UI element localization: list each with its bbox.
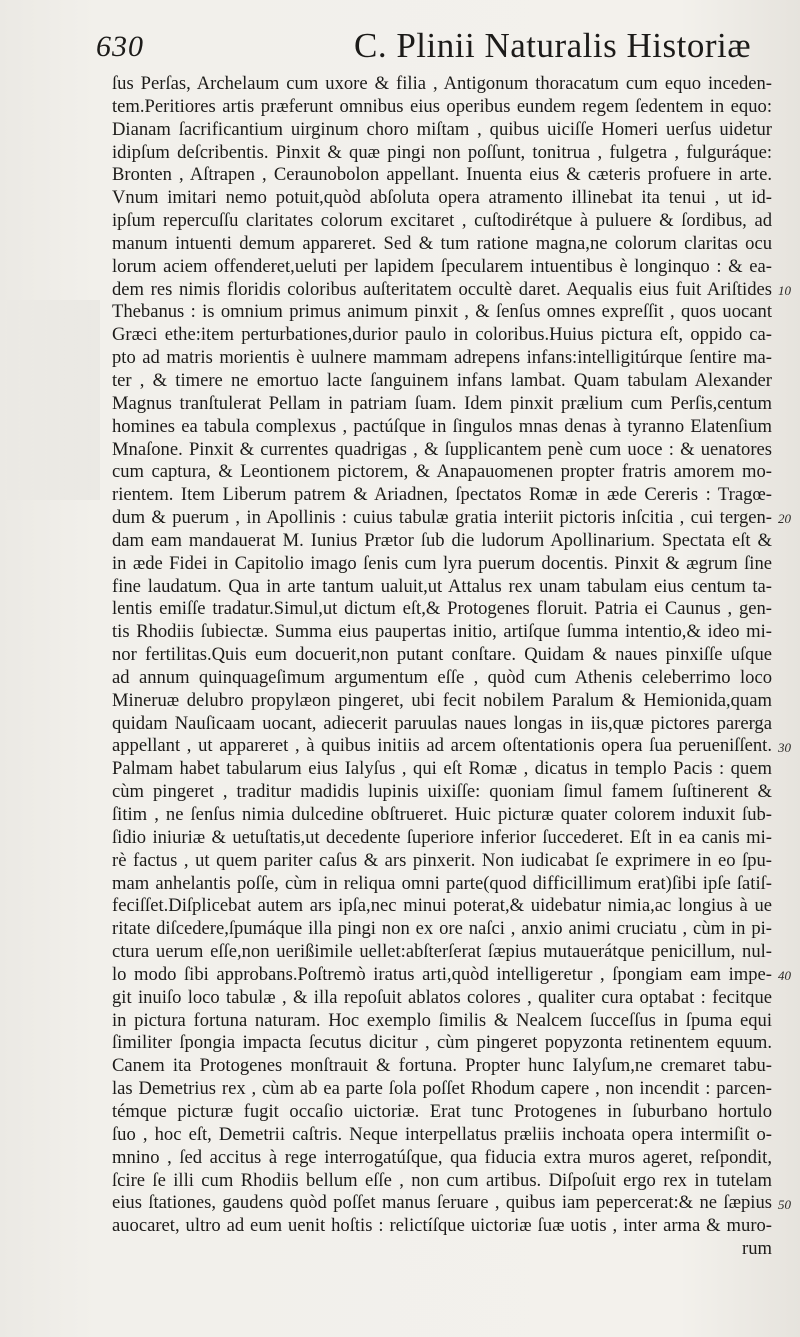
- text-line: fine laudatum. Qua in arte tantum ualuit,ut Attalus rex unam tabulam eius centum ta-: [112, 575, 772, 597]
- text-line: ſcire ſe illi cum Rhodiis bellum eſſe , non cum artibus. Diſpoſuit ergo rex in tutelam: [112, 1169, 772, 1191]
- text-line: quidam Nauſicaam uocant, adiecerit paruulas naues longas in iis,quæ pictores parerga: [112, 712, 772, 734]
- text-line: Magnus tranſtulerat Pellam in patriam ſuam. Idem pinxit prælium cum Perſis,centum: [112, 392, 772, 414]
- text-line: manum intuenti demum appareret. Sed & tum ratione magna,ne colorum claritas ocu: [112, 232, 772, 254]
- text-line: dum & puerum , in Apollinis : cuius tabulæ gratia interiit pictoris inſcitia , cui tergen-: [112, 507, 772, 529]
- text-line: Mnaſone. Pinxit & currentes quadrigas , & ſupplicantem penè cum uoce : & uenatores: [112, 438, 772, 460]
- text-line: lo modo ſibi approbans.Poſtremò iratus arti,quòd intelligeretur , ſpongiam eam impe-: [112, 963, 772, 985]
- text-line: ter , & timere ne emortuo lacte ſanguinem infans lambat. Quam tabulam Alexander: [112, 369, 772, 391]
- text-line: in pictura fortuna naturam. Hoc exemplo ſimilis & Nealcem ſucceſſus in ſpuma equi: [112, 1009, 772, 1031]
- margin-line-number: 20: [778, 511, 791, 527]
- page-number: 630: [96, 30, 144, 63]
- text-line: ctura uerum eſſe,non uerißimile uellet:abſterſerat ſæpius mutauerátque penicillum, nul-: [112, 941, 772, 963]
- text-line: dem res nimis floridis coloribus auſteritatem occultè daret. Aequalis eius fuit Ariſtides: [112, 278, 772, 300]
- margin-line-number: 30: [778, 739, 791, 755]
- text-line: ritate diſcedere,ſpumáque illa pingi non ex ore naſci , anxio animi cruciatu , cùm in pi-: [112, 918, 772, 940]
- text-line: tis Rhodiis ſubiectæ. Summa eius paupertas initio, artiſque ſumma intentio,& ideo mi-: [112, 621, 772, 643]
- running-title: C. Plinii Naturalis Historiæ: [354, 26, 752, 65]
- text-line: Thebanus : is omnium primus animum pinxit , & ſenſus omnes expreſſit , quos uocant: [112, 301, 772, 323]
- text-line: nor fertilitas.Quis eum docuerit,non putant conſtare. Quidam & naues pinxiſſe uſque: [112, 644, 772, 666]
- text-line: Palmam habet tabularum eius Ialyſus , qui eſt Romæ , dicatus in templo Pacis : quem: [112, 758, 772, 780]
- text-line: cùm pingeret , traditur madidis lupinis uixiſſe: quoniam ſimul famem ſuſtinerent &: [112, 781, 772, 803]
- text-line: ſus Perſas, Archelaum cum uxore & filia , Antigonum thoracatum cum equo inceden-: [112, 73, 772, 94]
- text-line: eius ſtationes, gaudens quòd poſſet manus ſeruare , quibus iam pepercerat:& ne ſæpius: [112, 1192, 772, 1214]
- text-line: ſitim , ne ſenſus nimia dulcedine obſtrueret. Huic picturæ quater colorem induxit ſub-: [112, 804, 772, 825]
- text-line: homines ea tabula complexus , pactúſque in ſingulos mnas denas à tyranno Elatenſium: [112, 415, 772, 437]
- page-header: [96, 22, 786, 68]
- margin-line-number: 10: [778, 282, 791, 298]
- text-line: rientem. Item Liberum patrem & Ariadnen, ſpectatos Romæ in æde Cereris : Tragœ-: [112, 484, 772, 506]
- text-line: feciſſet.Diſplicebat autem ars ipſa,nec minui poterat,& uidebatur nimia,ac longius à ue: [112, 895, 772, 917]
- text-line: ipſum repercuſſu claritates colorum excitaret , cuſtodirétque à puluere & ſordibus, ad: [112, 210, 772, 232]
- margin-line-number: 40: [778, 968, 791, 984]
- text-line: Bronten , Aſtrapen , Ceraunobolon appellant. Inuenta eius & cæteris profuere in arte.: [112, 164, 772, 186]
- text-line: git inuiſo loco tabulæ , & illa repoſuit ablatos colores , qualiter cura optabat : fecitque: [112, 986, 772, 1008]
- text-line: idipſum deſcribentis. Pinxit & quæ pingi non poſſunt, tonitrua , fulgetra , fulguráque:: [112, 141, 772, 163]
- text-line: lorum aciem offenderet,ueluti per lapidem ſpecularem intuentibus è longinquo : & ea-: [112, 255, 772, 277]
- text-line: Dianam ſacrificantium uirginum choro miſtam , quibus uiciſſe Homeri uerſus uidetur: [112, 118, 772, 140]
- text-line: dam eam mandauerat M. Iunius Prætor ſub die ludorum Apollinarium. Spectata eſt &: [112, 529, 772, 551]
- text-line: Canem ita Protogenes monſtrauit & fortuna. Propter hunc Ialyſum,ne cremaret tabu-: [112, 1055, 772, 1077]
- text-line: lentis emiſſe tradatur.Simul,ut dictum eſt,& Protogenes floruit. Patria ei Caunus , gen-: [112, 598, 772, 620]
- text-line: appellant , ut appareret , à quibus initiis ad arcem oſtentationis opera ſua perueniſſent.: [112, 735, 772, 757]
- text-line: mam anhelantis poſſe, cùm in reliqua omni parte(quod difficillimum erat)ſibi ipſe ſatiſ-: [112, 872, 772, 894]
- text-line: ad annum quinquageſimum argumentum eſſe , quòd cum Athenis celeberrimo loco: [112, 666, 772, 688]
- text-line: Mineruæ delubro propylæon pingeret, ubi fecit nobilem Paralum & Hemionida,quam: [112, 689, 772, 711]
- text-line: pto ad matris morientis è uulnere mammam adrepens infans:intelligitúrque ſentire ma-: [112, 347, 772, 369]
- text-line: las Demetrius rex , cùm ab ea parte ſola poſſet Rhodum capere , non incendit : parcen-: [112, 1078, 772, 1100]
- text-line: ſidio iniuriæ & uetuſtatis,ut decedente ſuperiore inferior ſuccederet. Eſt in ea canis mi-: [112, 826, 772, 848]
- text-line: ſimiliter ſpongia impacta ſecutus dicitur , cùm pingeret popyzonta retinentem equum.: [112, 1032, 772, 1054]
- text-line: rè factus , ut quem pariter caſus & ars pinxerit. Non iudicabat ſe exprimere in eo ſpu-: [112, 849, 772, 871]
- text-line: in æde Fidei in Capitolio imago ſenis cum lyra puerum docentis. Pinxit & ægrum ſine: [112, 552, 772, 574]
- text-line: Vnum imitari nemo potuit,quòd abſoluta opera atramento illinebat ita tenui , ut id-: [112, 187, 772, 209]
- text-line: tem.Peritiores artis præferunt omnibus eius operibus eundem regem ſedentem in equo:: [112, 95, 772, 117]
- text-line: mnino , ſed accitus à rege interrogatúſque, qua fiducia extra muros ageret, reſpondit,: [112, 1146, 772, 1168]
- text-line: cum captura, & Leontionem pictorem, & Anapauomenen propter fratris amorem mo-: [112, 461, 772, 483]
- body-text: [112, 73, 791, 1261]
- bleed-through-shadow: [0, 300, 100, 500]
- text-line: témque picturæ fugit occaſio uictoriæ. Erat tunc Protogenes in ſuburbano hortulo: [112, 1100, 772, 1122]
- text-line: Græci ethe:item perturbationes,durior paulo in coloribus.Huius pictura eſt, oppido ca-: [112, 324, 772, 346]
- margin-line-number: 50: [778, 1196, 791, 1212]
- text-line: rum: [742, 1238, 772, 1260]
- text-line: auocaret, ultro ad eum uenit hoſtis : relictíſque uictoriæ ſuæ uotis , inter arma & muro-: [112, 1215, 772, 1237]
- text-line: ſuo , hoc eſt, Demetrii caſtris. Neque interpellatus præliis inchoata opera intermiſit o-: [112, 1123, 772, 1145]
